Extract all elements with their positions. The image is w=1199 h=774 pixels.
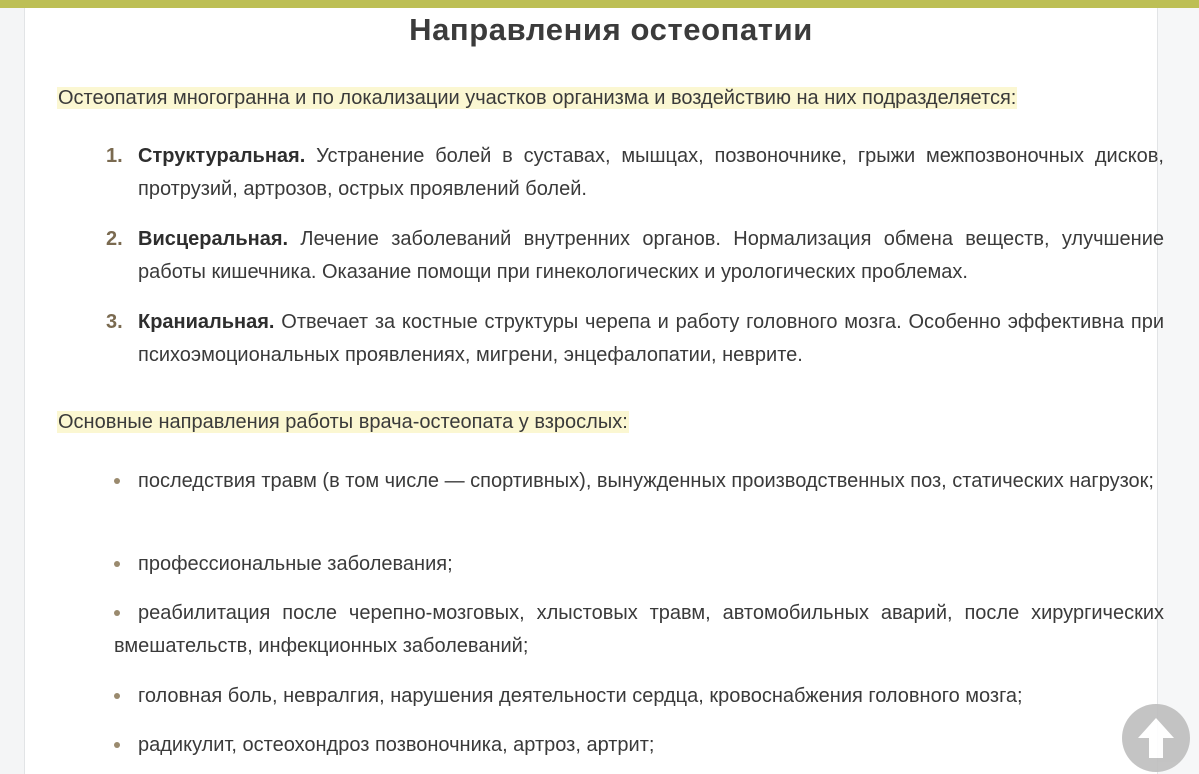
list-number: 3. (106, 311, 123, 333)
bullet-item: последствия травм (в том числе — спортивных), вынужденных производственных поз, статических нагрузок; (138, 470, 1154, 492)
list-item-text: Устранение болей в суставах, мышцах, позвоночнике, грыжи межпозвоночных дисков, протрузий, артрозов, острых проявлений болей. (138, 145, 1164, 200)
article-heading: Направления остеопатии (409, 12, 813, 47)
page-right-margin (1158, 8, 1199, 774)
list-number: 2. (106, 228, 123, 250)
bullet-item: радикулит, остеохондроз позвоночника, артроз, артрит; (138, 734, 655, 756)
list-number: 1. (106, 145, 123, 167)
top-accent-bar (0, 0, 1199, 8)
list-item-text: Отвечает за костные структуры черепа и работу головного мозга. Особенно эффективна при психоэмоциональных проявлениях, мигрени, энцефалопатии, неврите. (138, 311, 1164, 366)
list-item-title: Структуральная. (138, 145, 306, 167)
list-item (138, 306, 1164, 372)
bullet-item: профессиональные заболевания; (138, 553, 453, 575)
list-item (138, 140, 1164, 206)
bullet-item: реабилитация после черепно-мозговых, хлыстовых травм, автомобильных аварий, после хирургических вмешательств, инфекционных заболеваний; (114, 602, 1164, 657)
list-item-title: Краниальная. (138, 311, 275, 333)
subheading-paragraph (57, 407, 629, 437)
list-item-text: Лечение заболеваний внутренних органов. Нормализация обмена веществ, улучшение работы кишечника. Оказание помощи при гинекологических и урологических проблемах. (138, 228, 1164, 283)
subheading-text: Основные направления работы врача-остеопата у взрослых: (58, 411, 628, 433)
intro-text: Остеопатия многогранна и по локализации участков организма и воздействию на них подразделяется: (58, 87, 1017, 109)
bullet-item: головная боль, невралгия, нарушения деятельности сердца, кровоснабжения головного мозга; (138, 685, 1023, 707)
intro-paragraph (57, 83, 1017, 113)
arrow-up-icon (1136, 716, 1176, 760)
list-item (138, 223, 1164, 289)
scroll-to-top-button[interactable] (1122, 704, 1190, 772)
list-item-title: Висцеральная. (138, 228, 289, 250)
